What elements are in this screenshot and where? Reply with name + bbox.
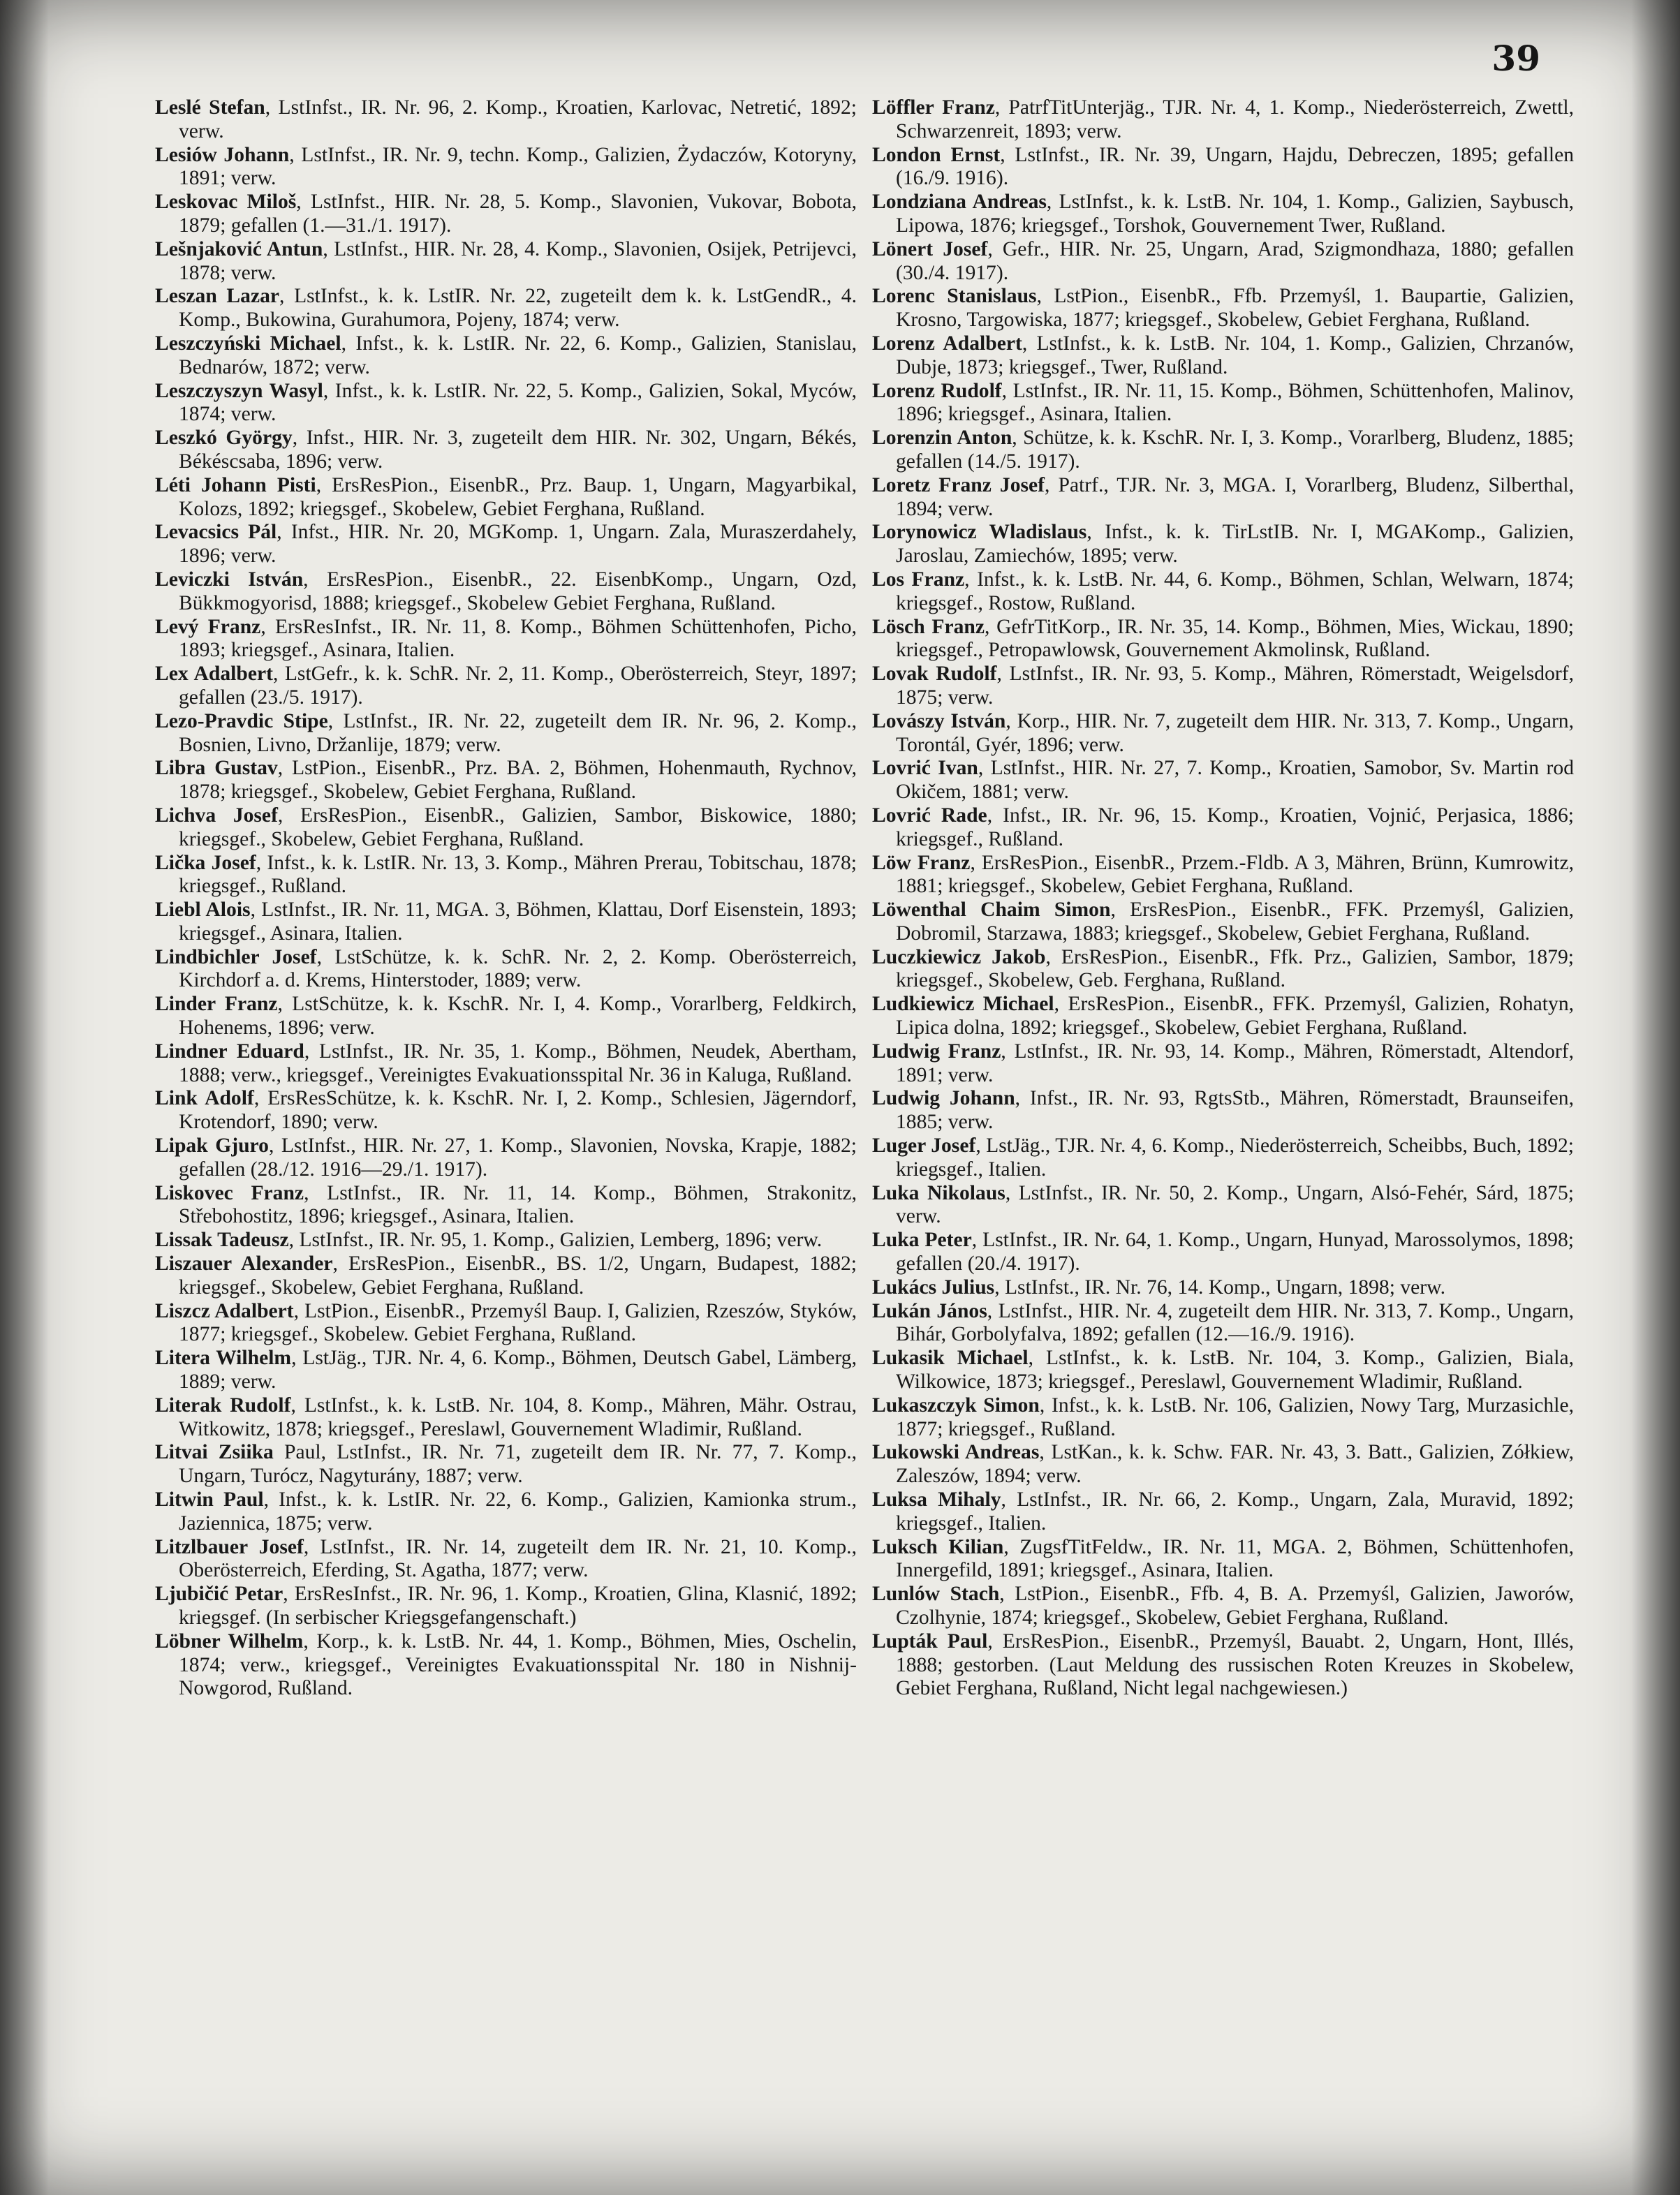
- list-entry: [155, 993, 857, 1040]
- list-entry: [155, 1135, 857, 1182]
- list-entry: [872, 1276, 1574, 1300]
- entry-name: Liszcz Adalbert: [155, 1299, 294, 1322]
- entry-name: Ludwig Johann: [872, 1087, 1015, 1110]
- entry-name: Lipak Gjuro: [155, 1135, 269, 1158]
- list-entry: [155, 521, 857, 568]
- entry-details: , Infst., k. k. LstB. Nr. 44, 6. Komp., Böhmen, Schlan, Welwarn, 1874; kriegsgef., Rostow, Rußland.: [896, 568, 1574, 614]
- entry-name: Linder Franz: [155, 993, 278, 1016]
- list-entry: [872, 144, 1574, 191]
- entry-details: , LstInfst., IR. Nr. 9, techn. Komp., Galizien, Żydaczów, Kotoryny, 1891; verw.: [179, 143, 857, 190]
- entry-details: , LstSchütze, k. k. KschR. Nr. I, 4. Komp., Vorarlberg, Feldkirch, Hohenems, 1896; verw.: [179, 993, 857, 1040]
- entry-name: London Ernst: [872, 143, 1001, 166]
- list-entry: [872, 1394, 1574, 1442]
- entry-name: Lichva Josef: [155, 804, 278, 827]
- entry-details: , LstInfst., IR. Nr. 39, Ungarn, Hajdu, Debreczen, 1895; gefallen (16./9. 1916).: [896, 143, 1574, 190]
- list-entry: [872, 899, 1574, 946]
- entry-name: Luczkiewicz Jakob: [872, 945, 1046, 968]
- list-entry: [872, 1087, 1574, 1135]
- list-entry: [872, 757, 1574, 804]
- entry-name: Lupták Paul: [872, 1629, 988, 1653]
- list-entry: [155, 1441, 857, 1488]
- entry-details: , Infst., HIR. Nr. 3, zugeteilt dem HIR. Nr. 302, Ungarn, Békés, Békéscsaba, 1896; verw.: [179, 427, 857, 473]
- entry-details: , Patrf., TJR. Nr. 3, MGA. I, Vorarlberg, Bludenz, Silberthal, 1894; verw.: [896, 473, 1575, 520]
- entry-name: Luka Nikolaus: [872, 1181, 1005, 1204]
- entry-details: , LstInfst., IR. Nr. 50, 2. Komp., Ungarn, Alsó-Fehér, Sárd, 1875; verw.: [896, 1181, 1574, 1228]
- list-entry: [872, 1536, 1574, 1583]
- entry-name: Lovrić Rade: [872, 804, 987, 827]
- list-entry: [155, 899, 857, 946]
- list-entry: [155, 804, 857, 852]
- entry-name: Lovrić Ivan: [872, 757, 978, 780]
- entry-details: , LstInfst., IR. Nr. 14, zugeteilt dem IR. Nr. 21, 10. Komp., Oberösterreich, Eferding, St. Agatha, 1877; verw.: [179, 1535, 857, 1582]
- list-entry: [872, 710, 1574, 757]
- list-entry: [872, 285, 1574, 332]
- entry-details: , LstInfst., IR. Nr. 95, 1. Komp., Galizien, Lemberg, 1896; verw.: [288, 1229, 823, 1252]
- entry-name: Luka Peter: [872, 1229, 972, 1252]
- entry-details: , LstJäg., TJR. Nr. 4, 6. Komp., Niederösterreich, Scheibbs, Buch, 1892; kriegsgef., Italien.: [896, 1135, 1575, 1181]
- entry-details: , Schütze, k. k. KschR. Nr. I, 3. Komp., Vorarlberg, Bludenz, 1885; gefallen (14./5. 1917).: [896, 427, 1574, 473]
- entry-name: Litera Wilhelm: [155, 1347, 292, 1370]
- entry-name: Lička Josef: [155, 851, 256, 874]
- entry-name: Lex Adalbert: [155, 663, 273, 686]
- list-entry: [155, 1182, 857, 1229]
- entry-details: , ErsResPion., EisenbR., FFK. Przemyśl, Galizien, Rohatyn, Lipica dolna, 1892; kriegsgef., Skobelew, Gebiet Ferghana, Rußland.: [896, 993, 1575, 1040]
- list-entry: [155, 568, 857, 616]
- entry-details: , LstInfst., IR. Nr. 93, 14. Komp., Mähren, Römerstadt, Altendorf, 1891; verw.: [896, 1040, 1574, 1086]
- list-entry: [155, 1229, 857, 1252]
- entry-name: Litwin Paul: [155, 1488, 264, 1512]
- entry-details: , Infst., k. k. LstB. Nr. 106, Galizien, Nowy Targ, Murzasichle, 1877; kriegsgef., Rußland.: [896, 1394, 1574, 1440]
- entry-name: Litvai Zsiika: [155, 1441, 274, 1464]
- left-column: [155, 96, 857, 1701]
- entry-name: Lukaszczyk Simon: [872, 1394, 1040, 1417]
- entry-name: Lukán János: [872, 1299, 987, 1322]
- entry-details: , LstInfst., IR. Nr. 93, 5. Komp., Mähren, Römerstadt, Weigelsdorf, 1875; verw.: [896, 663, 1574, 709]
- list-entry: [155, 757, 857, 804]
- list-entry: [155, 1536, 857, 1583]
- entry-name: Lorenc Stanislaus: [872, 285, 1037, 308]
- list-entry: [872, 191, 1574, 238]
- entry-name: Leszczyszyn Wasyl: [155, 379, 323, 402]
- entry-details: , Infst., k. k. LstIR. Nr. 22, 6. Komp., Galizien, Stanislau, Bednarów, 1872; verw.: [179, 332, 857, 378]
- entry-details: , GefrTitKorp., IR. Nr. 35, 14. Komp., Böhmen, Mies, Wickau, 1890; kriegsgef., Petropawlowsk, Gouvernement Akmolinsk, Rußland.: [896, 615, 1574, 662]
- entry-details: , ErsResPion., EisenbR., Prz. Baup. 1, Ungarn, Magyarbikal, Kolozs, 1892; kriegsgef., Skobelew, Gebiet Ferghana, Rußland.: [179, 473, 857, 520]
- list-entry: [155, 1252, 857, 1300]
- list-entry: [155, 144, 857, 191]
- entry-details: , LstJäg., TJR. Nr. 4, 6. Komp., Böhmen, Deutsch Gabel, Lämberg, 1889; verw.: [179, 1347, 857, 1394]
- list-entry: [872, 1441, 1574, 1488]
- entry-details: , LstInfst., IR. Nr. 76, 14. Komp., Ungarn, 1898; verw.: [994, 1276, 1445, 1299]
- list-entry: [155, 332, 857, 380]
- list-entry: [872, 1347, 1574, 1394]
- entry-details: , ErsResSchütze, k. k. KschR. Nr. I, 2. Komp., Schlesien, Jägerndorf, Krotendorf, 1890; verw.: [179, 1087, 857, 1134]
- list-entry: [155, 285, 857, 332]
- list-entry: [872, 332, 1574, 380]
- entry-details: , Infst., HIR. Nr. 20, MGKomp. 1, Ungarn. Zala, Muraszerdahely, 1896; verw.: [179, 521, 857, 568]
- entry-name: Lešnjaković Antun: [155, 237, 323, 260]
- entry-name: Lovak Rudolf: [872, 663, 997, 686]
- right-column: [872, 96, 1574, 1701]
- entry-details: , LstInfst., HIR. Nr. 28, 5. Komp., Slavonien, Vukovar, Bobota, 1879; gefallen (1.—31./1. 1917).: [179, 191, 857, 237]
- list-entry: [155, 663, 857, 710]
- list-entry: [155, 380, 857, 427]
- entry-name: Ludkiewicz Michael: [872, 993, 1054, 1016]
- entry-details: , ErsResPion., EisenbR., 22. EisenbKomp., Ungarn, Ozd, Bükkmogyorisd, 1888; kriegsgef., Skobelew Gebiet Ferghana, Rußland.: [179, 568, 857, 614]
- entry-details: , ErsResPion., EisenbR., FFK. Przemyśl, Galizien, Dobromil, Starzawa, 1883; kriegsgef., Skobelew, Gebiet Ferghana, Rußland.: [896, 899, 1574, 945]
- entry-details: , LstInfst., IR. Nr. 96, 2. Komp., Kroatien, Karlovac, Netretić, 1892; verw.: [179, 96, 857, 142]
- list-entry: [872, 238, 1574, 286]
- entry-details: , LstInfst., IR. Nr. 11, 14. Komp., Böhmen, Strakonitz, Střebohostitz, 1896; kriegsgef., Asinara, Italien.: [179, 1181, 857, 1228]
- entry-name: Léti Johann Pisti: [155, 473, 316, 496]
- entry-name: Lorenz Adalbert: [872, 332, 1022, 355]
- entry-details: , LstInfst., HIR. Nr. 4, zugeteilt dem HIR. Nr. 313, 7. Komp., Ungarn, Bihár, Gorbolyfalva, 1892; gefallen (12.—16./9. 1916).: [896, 1299, 1574, 1346]
- entry-name: Libra Gustav: [155, 757, 278, 780]
- entry-name: Luksch Kilian: [872, 1535, 1004, 1558]
- entry-name: Leszan Lazar: [155, 285, 280, 308]
- entry-name: Löffler Franz: [872, 96, 995, 119]
- entry-name: Ljubičić Petar: [155, 1583, 283, 1606]
- entry-details: , LstGefr., k. k. SchR. Nr. 2, 11. Komp., Oberösterreich, Steyr, 1897; gefallen (23./5. 1917).: [179, 663, 857, 709]
- entry-details: , Infst., k. k. TirLstIB. Nr. I, MGAKomp., Galizien, Jaroslau, Zamiechów, 1895; verw.: [896, 521, 1574, 568]
- entry-details: , LstSchütze, k. k. SchR. Nr. 2, 2. Komp. Oberösterreich, Kirchdorf a. d. Krems, Hinterstoder, 1889; verw.: [179, 945, 857, 992]
- entry-details: , ErsResPion., EisenbR., Przemyśl, Bauabt. 2, Ungarn, Hont, Illés, 1888; gestorben. (Laut Meldung des russischen Roten Kreuzes in Skobelew, Gebiet Ferghana, Rußland, Nicht legal nachgewiesen.): [896, 1629, 1574, 1700]
- list-entry: [155, 1300, 857, 1347]
- entry-details: , Korp., HIR. Nr. 7, zugeteilt dem HIR. Nr. 313, 7. Komp., Ungarn, Torontál, Gyér, 1896; verw.: [896, 709, 1574, 756]
- entry-details: , ErsResPion., EisenbR., BS. 1/2, Ungarn, Budapest, 1882; kriegsgef., Skobelew, Gebiet Ferghana, Rußland.: [179, 1252, 857, 1299]
- list-entry: [872, 1135, 1574, 1182]
- entry-details: , LstInfst., k. k. LstB. Nr. 104, 1. Komp., Galizien, Chrzanów, Dubje, 1873; kriegsgef., Twer, Rußland.: [896, 332, 1574, 378]
- list-entry: [155, 616, 857, 663]
- entry-details: , Infst., IR. Nr. 93, RgtsStb., Mähren, Römerstadt, Braunseifen, 1885; verw.: [896, 1087, 1574, 1134]
- list-entry: [872, 568, 1574, 616]
- entry-name: Leskovac Miloš: [155, 191, 297, 214]
- entry-name: Loretz Franz Josef: [872, 473, 1045, 496]
- list-entry: [155, 1583, 857, 1630]
- list-entry: [872, 1182, 1574, 1229]
- page-edge-shadow-right: [1631, 0, 1680, 2195]
- entry-name: Leviczki István: [155, 568, 304, 591]
- entry-name: Literak Rudolf: [155, 1394, 291, 1417]
- entry-details: , LstInfst., k. k. LstB. Nr. 104, 1. Komp., Galizien, Saybusch, Lipowa, 1876; kriegsgef., Torshok, Gouvernement Twer, Rußland.: [896, 191, 1575, 237]
- entry-details: , Infst., IR. Nr. 96, 15. Komp., Kroatien, Vojnić, Perjasica, 1886; kriegsgef., Rußland.: [896, 804, 1574, 850]
- entry-details: , LstInfst., HIR. Nr. 27, 1. Komp., Slavonien, Novska, Krapje, 1882; gefallen (28./12. 1916—29./1. 1917).: [179, 1135, 857, 1181]
- entry-details: , Infst., k. k. LstIR. Nr. 22, 6. Komp., Galizien, Kamionka strum., Jaziennica, 1875; verw.: [179, 1488, 857, 1535]
- entry-details: , LstPion., EisenbR., Ffb. Przemyśl, 1. Baupartie, Galizien, Krosno, Targowiska, 1877; kriegsgef., Skobelew, Gebiet Ferghana, Rußland.: [896, 285, 1574, 332]
- entry-details: , LstInfst., HIR. Nr. 28, 4. Komp., Slavonien, Osijek, Petrijevci, 1878; verw.: [179, 237, 857, 284]
- entry-name: Lukács Julius: [872, 1276, 995, 1299]
- entry-name: Ludwig Franz: [872, 1040, 1001, 1063]
- list-entry: [155, 1040, 857, 1088]
- entry-details: , LstInfst., IR. Nr. 11, 15. Komp., Böhmen, Schüttenhofen, Malinov, 1896; kriegsgef., Asinara, Italien.: [896, 379, 1574, 426]
- list-entry: [155, 474, 857, 522]
- entry-details: , ErsResInfst., IR. Nr. 11, 8. Komp., Böhmen Schüttenhofen, Picho, 1893; kriegsgef., Asinara, Italien.: [179, 615, 857, 662]
- entry-name: Lesiów Johann: [155, 143, 290, 166]
- list-entry: [872, 474, 1574, 522]
- list-entry: [872, 946, 1574, 993]
- entry-details: , Gefr., HIR. Nr. 25, Ungarn, Arad, Szigmondhaza, 1880; gefallen (30./4. 1917).: [896, 237, 1574, 284]
- entry-details: , LstInfst., k. k. LstB. Nr. 104, 3. Komp., Galizien, Biala, Wilkowice, 1873; kriegsgef., Pereslawl, Gouvernement Wladimir, Rußland.: [896, 1347, 1574, 1394]
- list-entry: [872, 663, 1574, 710]
- entry-details: , LstInfst., IR. Nr. 11, MGA. 3, Böhmen, Klattau, Dorf Eisenstein, 1893; kriegsgef., Asinara, Italien.: [179, 899, 857, 945]
- entry-name: Lukasik Michael: [872, 1347, 1029, 1370]
- entry-name: Leszkó György: [155, 427, 293, 450]
- entry-details: , Infst., k. k. LstIR. Nr. 22, 5. Komp., Galizien, Sokal, Myców, 1874; verw.: [179, 379, 857, 426]
- entry-details: , LstInfst., k. k. LstB. Nr. 104, 8. Komp., Mähren, Mähr. Ostrau, Witkowitz, 1878; kriegsgef., Pereslawl, Gouvernement Wladimir, Rußland.: [179, 1394, 857, 1440]
- list-entry: [155, 96, 857, 144]
- list-entry: [155, 238, 857, 286]
- entry-name: Liebl Alois: [155, 899, 251, 922]
- entry-name: Lorenz Rudolf: [872, 379, 1002, 402]
- entry-name: Lorynowicz Wladislaus: [872, 521, 1087, 544]
- entry-name: Liskovec Franz: [155, 1181, 304, 1204]
- list-entry: [155, 1488, 857, 1536]
- entry-details: Paul, LstInfst., IR. Nr. 71, zugeteilt dem IR. Nr. 77, 7. Komp., Ungarn, Turócz, Nagyturány, 1887; verw.: [179, 1441, 857, 1488]
- list-entry: [155, 710, 857, 757]
- entry-details: , LstInfst., IR. Nr. 22, zugeteilt dem IR. Nr. 96, 2. Komp., Bosnien, Livno, Držanlije, 1879; verw.: [179, 709, 857, 756]
- list-entry: [872, 1488, 1574, 1536]
- entry-name: Löbner Wilhelm: [155, 1629, 304, 1653]
- entry-details: , ErsResPion., EisenbR., Przem.-Fldb. A 3, Mähren, Brünn, Kumrowitz, 1881; kriegsgef., Skobelew, Gebiet Ferghana, Rußland.: [896, 851, 1574, 898]
- list-entry: [155, 852, 857, 899]
- list-entry: [155, 427, 857, 474]
- entry-name: Lissak Tadeusz: [155, 1229, 289, 1252]
- entry-details: , ErsResInfst., IR. Nr. 96, 1. Komp., Kroatien, Glina, Klasnić, 1892; kriegsgef. (In serbischer Kriegsgefangenschaft.): [179, 1583, 857, 1629]
- list-entry: [872, 852, 1574, 899]
- entry-details: , LstKan., k. k. Schw. FAR. Nr. 43, 3. Batt., Galizien, Zółkiew, Zaleszów, 1894; verw.: [896, 1441, 1574, 1488]
- list-entry: [872, 616, 1574, 663]
- entry-name: Luger Josef: [872, 1135, 976, 1158]
- entry-details: , ErsResPion., EisenbR., Ffk. Prz., Galizien, Sambor, 1879; kriegsgef., Skobelew, Geb. Ferghana, Rußland.: [896, 945, 1574, 992]
- list-entry: [155, 191, 857, 238]
- entry-details: , ZugsfTitFeldw., IR. Nr. 11, MGA. 2, Böhmen, Schüttenhofen, Innergefild, 1891; kriegsgef., Asinara, Italien.: [896, 1535, 1574, 1582]
- entry-details: , LstInfst., IR. Nr. 64, 1. Komp., Ungarn, Hunyad, Marossolymos, 1898; gefallen (20./4. 1917).: [896, 1229, 1574, 1276]
- entry-details: , PatrfTitUnterjäg., TJR. Nr. 4, 1. Komp., Niederösterreich, Zwettl, Schwarzenreit, 1893; verw.: [896, 96, 1574, 142]
- entry-name: Londziana Andreas: [872, 191, 1047, 214]
- entry-details: , LstPion., EisenbR., Prz. BA. 2, Böhmen, Hohenmauth, Rychnov, 1878; kriegsgef., Skobelew, Gebiet Ferghana, Rußland.: [179, 757, 857, 804]
- list-entry: [872, 1583, 1574, 1630]
- entry-name: Lösch Franz: [872, 615, 985, 638]
- entry-name: Lukowski Andreas: [872, 1441, 1040, 1464]
- list-entry: [872, 993, 1574, 1040]
- list-entry: [872, 804, 1574, 852]
- entry-name: Lönert Josef: [872, 237, 988, 260]
- entry-details: , Infst., k. k. LstIR. Nr. 13, 3. Komp., Mähren Prerau, Tobitschau, 1878; kriegsgef., Rußland.: [179, 851, 857, 898]
- page-edge-shadow-left: [0, 0, 49, 2195]
- entry-name: Löw Franz: [872, 851, 971, 874]
- entry-name: Lindbichler Josef: [155, 945, 317, 968]
- list-entry: [872, 1300, 1574, 1347]
- entry-name: Lovászy István: [872, 709, 1006, 732]
- list-entry: [872, 1229, 1574, 1276]
- entry-details: , ErsResPion., EisenbR., Galizien, Sambor, Biskowice, 1880; kriegsgef., Skobelew, Gebiet Ferghana, Rußland.: [179, 804, 857, 850]
- entry-details: , LstInfst., IR. Nr. 35, 1. Komp., Böhmen, Neudek, Abertham, 1888; verw., kriegsgef., Vereinigtes Evakuationsspital Nr. 36 in Kaluga, Rußland.: [179, 1040, 857, 1086]
- entry-name: Los Franz: [872, 568, 965, 591]
- entry-details: , LstInfst., k. k. LstIR. Nr. 22, zugeteilt dem k. k. LstGendR., 4. Komp., Bukowina, Gurahumora, Pojeny, 1874; verw.: [179, 285, 857, 332]
- entry-name: Liszauer Alexander: [155, 1252, 333, 1276]
- list-entry: [872, 1630, 1574, 1701]
- page-number: 39: [1491, 38, 1540, 79]
- entry-details: , LstPion., EisenbR., Ffb. 4, B. A. Przemyśl, Galizien, Jaworów, Czolhynie, 1874; kriegsgef., Skobelew, Gebiet Ferghana, Rußland.: [896, 1583, 1574, 1629]
- entry-details: , LstInfst., IR. Nr. 66, 2. Komp., Ungarn, Zala, Muravid, 1892; kriegsgef., Italien.: [896, 1488, 1574, 1535]
- entry-name: Link Adolf: [155, 1087, 254, 1110]
- entry-name: Lorenzin Anton: [872, 427, 1012, 450]
- entry-name: Luksa Mihaly: [872, 1488, 1001, 1512]
- list-entry: [872, 1040, 1574, 1088]
- entry-name: Lindner Eduard: [155, 1040, 304, 1063]
- list-entry: [872, 96, 1574, 144]
- entry-name: Leslé Stefan: [155, 96, 265, 119]
- list-entry: [872, 380, 1574, 427]
- list-entry: [155, 1394, 857, 1442]
- entry-details: , LstPion., EisenbR., Przemyśl Baup. I, Galizien, Rzeszów, Styków, 1877; kriegsgef., Skobelew. Gebiet Ferghana, Rußland.: [179, 1299, 857, 1346]
- entry-name: Lezo-Pravdic Stipe: [155, 709, 328, 732]
- list-entry: [872, 427, 1574, 474]
- list-entry: [155, 1347, 857, 1394]
- entry-name: Leszczyński Michael: [155, 332, 341, 355]
- entry-name: Litzlbauer Josef: [155, 1535, 304, 1558]
- entry-name: Levý Franz: [155, 615, 261, 638]
- entry-name: Löwenthal Chaim Simon: [872, 899, 1111, 922]
- list-entry: [155, 1087, 857, 1135]
- entry-name: Levacsics Pál: [155, 521, 277, 544]
- entry-name: Lunlów Stach: [872, 1583, 1000, 1606]
- entry-details: , LstInfst., HIR. Nr. 27, 7. Komp., Kroatien, Samobor, Sv. Martin rod Okičem, 1881; verw.: [896, 757, 1574, 804]
- list-entry: [155, 946, 857, 993]
- list-entry: [872, 521, 1574, 568]
- list-entry: [155, 1630, 857, 1701]
- entry-details: , Korp., k. k. LstB. Nr. 44, 1. Komp., Böhmen, Mies, Oschelin, 1874; verw., kriegsgef., Vereinigtes Evakuationsspital Nr. 180 in Nishnij-Nowgorod, Rußland.: [179, 1629, 857, 1700]
